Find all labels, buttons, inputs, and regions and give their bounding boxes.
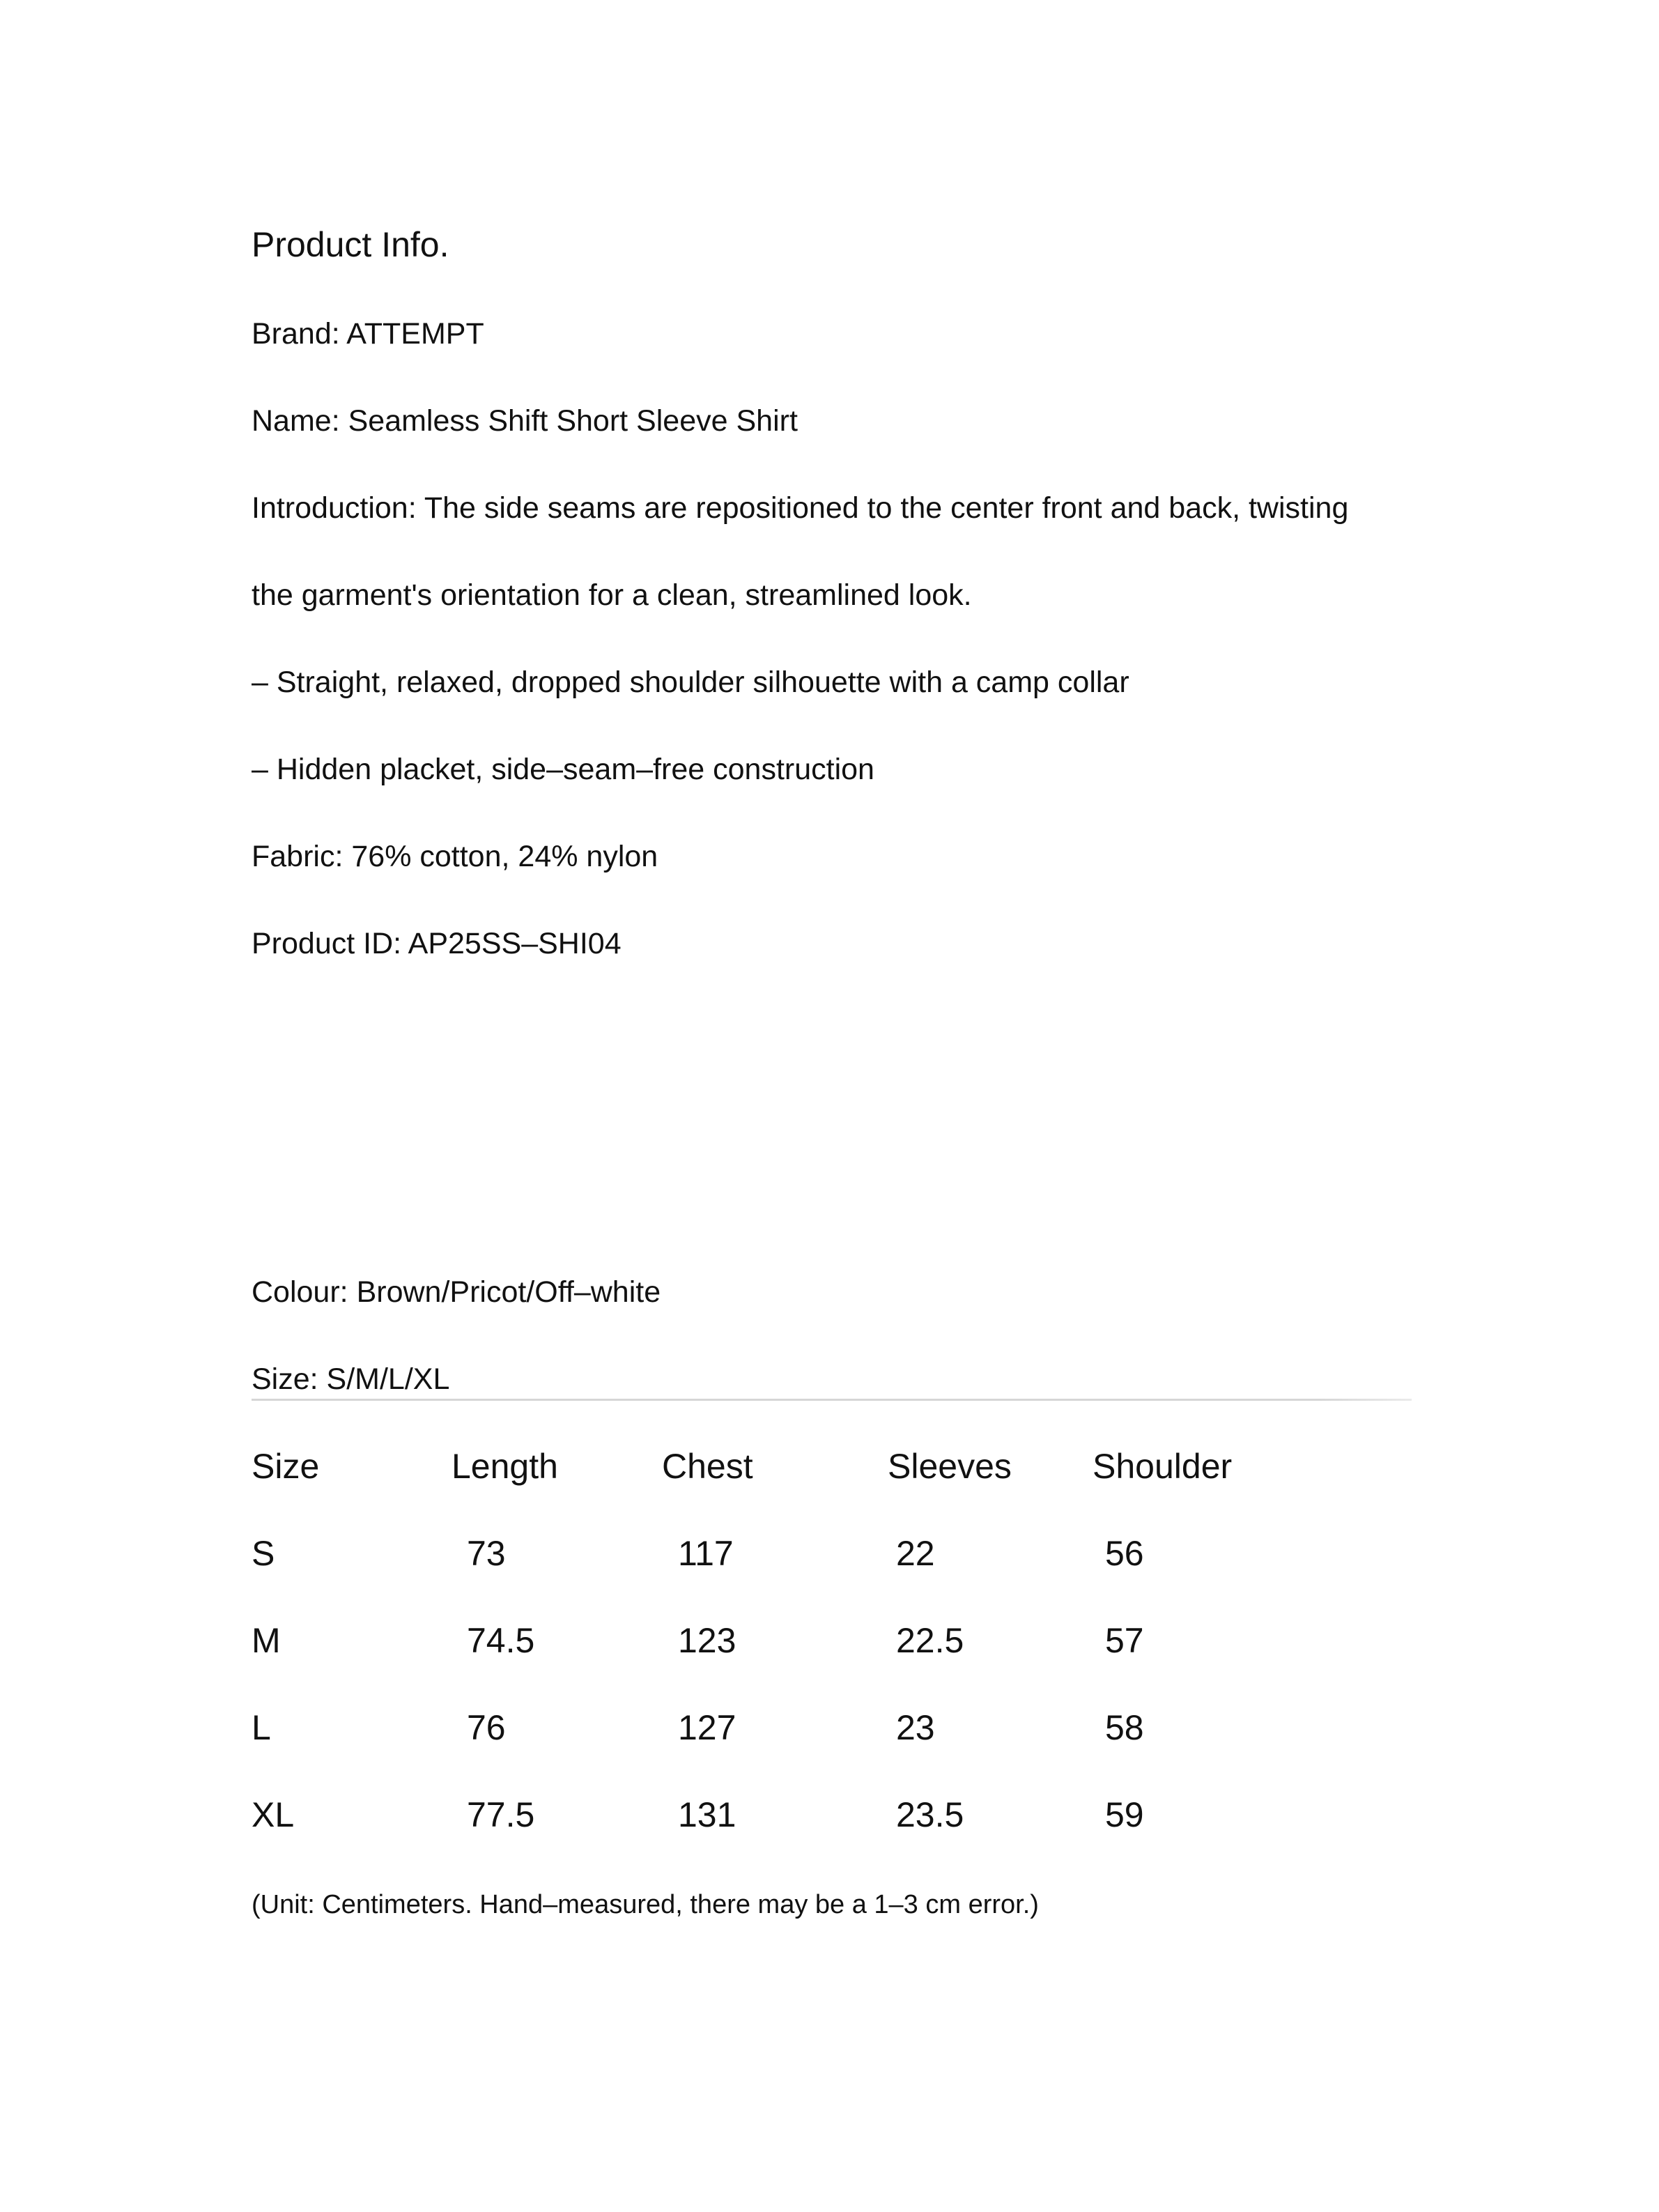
table-header-chest: Chest: [662, 1447, 753, 1486]
product-info-heading: Product Info.: [252, 225, 449, 264]
table-cell-shoulder: 59: [1105, 1795, 1144, 1834]
table-cell-size: M: [252, 1621, 281, 1660]
table-cell-sleeves: 22.5: [896, 1621, 964, 1660]
table-cell-shoulder: 56: [1105, 1534, 1144, 1573]
brand-line: Brand: ATTEMPT: [252, 317, 484, 351]
divider: [252, 1399, 1412, 1401]
table-cell-length: 77.5: [467, 1795, 535, 1834]
table-cell-sleeves: 23.5: [896, 1795, 964, 1834]
table-cell-chest: 131: [678, 1795, 736, 1834]
table-cell-sleeves: 23: [896, 1708, 935, 1747]
table-header-shoulder: Shoulder: [1093, 1447, 1233, 1486]
table-cell-length: 73: [467, 1534, 506, 1573]
feature-bullet-2: – Hidden placket, side–seam–free construction: [252, 753, 874, 786]
table-header-sleeves: Sleeves: [888, 1447, 1012, 1486]
table-cell-chest: 117: [678, 1534, 734, 1573]
table-cell-chest: 123: [678, 1621, 736, 1660]
table-cell-size: L: [252, 1708, 271, 1747]
table-cell-size: S: [252, 1534, 275, 1573]
table-cell-length: 74.5: [467, 1621, 535, 1660]
colour-line: Colour: Brown/Pricot/Off–white: [252, 1275, 661, 1309]
table-header-length: Length: [452, 1447, 558, 1486]
feature-bullet-1: – Straight, relaxed, dropped shoulder silhouette with a camp collar: [252, 666, 1129, 699]
fabric-line: Fabric: 76% cotton, 24% nylon: [252, 840, 658, 873]
measurement-note: (Unit: Centimeters. Hand–measured, there may be a 1–3 cm error.): [252, 1890, 1039, 1919]
table-cell-size: XL: [252, 1795, 295, 1834]
name-line: Name: Seamless Shift Short Sleeve Shirt: [252, 404, 798, 438]
introduction-line-1: Introduction: The side seams are repositioned to the center front and back, twisting: [252, 491, 1349, 525]
table-header-size: Size: [252, 1447, 320, 1486]
table-cell-chest: 127: [678, 1708, 736, 1747]
table-cell-shoulder: 58: [1105, 1708, 1144, 1747]
table-cell-length: 76: [467, 1708, 506, 1747]
introduction-line-2: the garment's orientation for a clean, streamlined look.: [252, 578, 972, 612]
table-cell-shoulder: 57: [1105, 1621, 1144, 1660]
table-cell-sleeves: 22: [896, 1534, 935, 1573]
size-line: Size: S/M/L/XL: [252, 1362, 450, 1396]
product-id-line: Product ID: AP25SS–SHI04: [252, 927, 622, 960]
